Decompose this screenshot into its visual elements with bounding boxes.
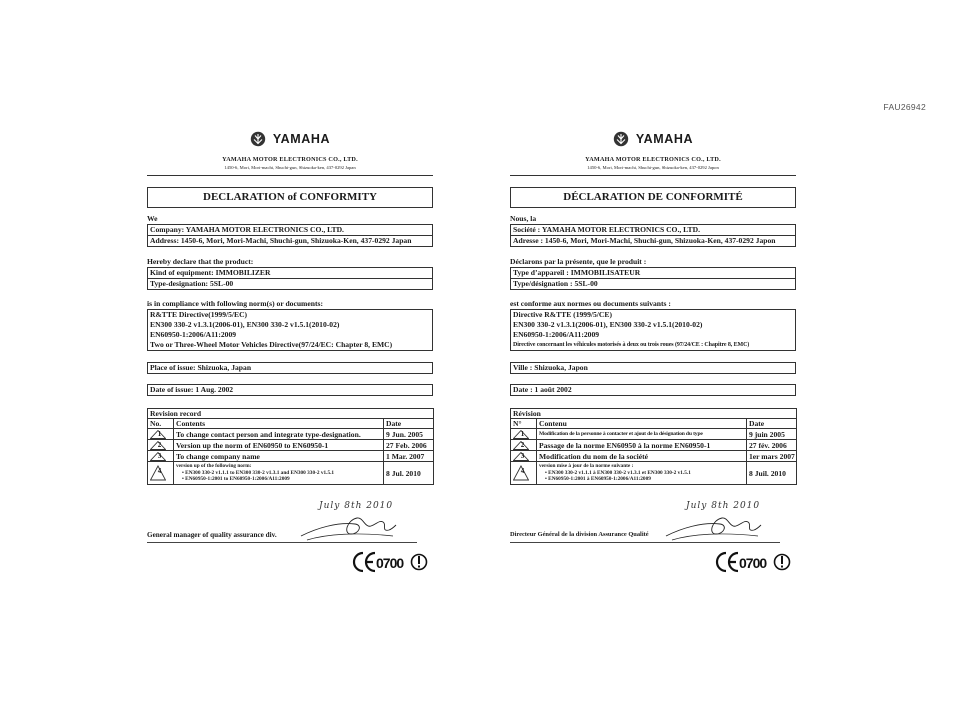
tuning-fork-logo-icon xyxy=(613,131,629,147)
yamaha-logo xyxy=(510,130,796,150)
designation-row: Type-designation: 5SL-00 xyxy=(148,278,432,289)
compliance-label: est conforme aux normes ou documents suivants : xyxy=(510,299,671,308)
revision-number: 2 xyxy=(511,440,537,451)
revision-contents: Modification de la personne à contacter et ajout de la désignation du type xyxy=(537,429,747,440)
company-box xyxy=(147,224,433,247)
revision-contents: To change company name xyxy=(174,451,384,462)
revision-contents xyxy=(537,462,747,485)
table-row xyxy=(148,462,434,485)
revision-line: • EN60950-1:2001 to EN60950-1:2006/A11:2009 xyxy=(182,476,290,483)
revision-title-row xyxy=(511,409,797,419)
letterhead-company: YAMAHA MOTOR ELECTRONICS CO., LTD. xyxy=(585,156,721,163)
revision-line: • EN300 330-2 v1.1.1 à EN300 330-2 v1.3.1 et EN300 330-2 v1.5.1 xyxy=(545,469,691,476)
declare-label: Hereby declare that the product: xyxy=(147,257,254,266)
letterhead-address: 1450-6, Mori, Mori-machi, Shuchi-gun, Shizuoka-ken, 437-0292 Japon xyxy=(587,165,719,170)
letterhead-company: YAMAHA MOTOR ELECTRONICS CO., LTD. xyxy=(222,156,358,163)
signature-line xyxy=(147,542,417,543)
company-row: Société : YAMAHA MOTOR ELECTRONICS CO., LTD. xyxy=(513,225,700,234)
revision-date: 9 juin 2005 xyxy=(747,429,797,440)
table-row xyxy=(511,451,797,462)
ce-0700-mark-icon xyxy=(715,549,791,575)
we-label: Nous, la xyxy=(510,214,537,223)
revision-line: • EN300 330-2 v1.1.1 to EN300 330-2 v1.3.1 and EN300 330-2 v1.5.1 xyxy=(182,469,335,476)
revision-title: Révision xyxy=(511,409,797,419)
revision-number: 1 xyxy=(148,429,174,440)
norms-box xyxy=(147,309,433,351)
svg-text:0700: 0700 xyxy=(739,555,767,571)
signature-icon xyxy=(662,510,762,544)
revision-date: 8 Jul. 2010 xyxy=(384,462,434,485)
table-row xyxy=(148,440,434,451)
col-header-contents: Contenu xyxy=(537,419,747,429)
revision-table xyxy=(147,408,434,485)
place-of-issue: Ville : Shizuoka, Japon xyxy=(510,362,796,374)
letterhead-address: 1450-6, Mori, Mori-machi, Shuchi-gun, Shizuoka-ken, 437-0292 Japan xyxy=(224,165,356,170)
svg-text:0700: 0700 xyxy=(376,555,404,571)
norm-row: EN60950-1:2006/A11:2009 xyxy=(513,330,600,339)
product-box xyxy=(510,267,796,290)
revision-title: Revision record xyxy=(148,409,434,419)
norm-row: Directive R&TTE (1999/5/CE) xyxy=(513,310,612,319)
norm-row: EN60950-1:2006/A11:2009 xyxy=(150,330,237,339)
table-row xyxy=(148,451,434,462)
revision-contents xyxy=(174,462,384,485)
revision-date: 9 Jun. 2005 xyxy=(384,429,434,440)
header-divider xyxy=(147,175,433,176)
address-row: Address: 1450-6, Mori, Mori-Machi, Shuchi-gun, Shizuoka-Ken, 437-0292 Japan xyxy=(148,235,432,246)
compliance-label: is in compliance with following norm(s) or documents: xyxy=(147,299,323,308)
table-row xyxy=(148,429,434,440)
company-box xyxy=(510,224,796,247)
brand-name: YAMAHA xyxy=(635,132,694,147)
revision-date: 1 Mar. 2007 xyxy=(384,451,434,462)
we-label: We xyxy=(147,214,158,223)
revision-title-row xyxy=(148,409,434,419)
revision-header-row xyxy=(511,419,797,429)
table-row xyxy=(511,440,797,451)
page-title: DECLARATION of CONFORMITY xyxy=(147,187,433,208)
norms-box xyxy=(510,309,796,351)
col-header-no: No. xyxy=(148,419,174,429)
revision-date: 8 Juil. 2010 xyxy=(747,462,797,485)
address-row: Adresse : 1450-6, Mori, Mori-Machi, Shuchi-gun, Shizuoka-Ken, 437-0292 Japon xyxy=(511,235,795,246)
revision-line: version mise à jour de la norme suivante : xyxy=(539,463,634,470)
col-header-contents: Contents xyxy=(174,419,384,429)
revision-line: • EN60950-1:2001 à EN60950-1:2006/A11:2009 xyxy=(545,476,651,483)
revision-number: 3 xyxy=(148,451,174,462)
col-header-date: Date xyxy=(747,419,797,429)
signature-line xyxy=(510,542,780,543)
document-code: FAU26942 xyxy=(883,102,926,112)
col-header-date: Date xyxy=(384,419,434,429)
date-of-issue: Date of issue: 1 Aug. 2002 xyxy=(147,384,433,396)
table-row xyxy=(511,462,797,485)
norm-row: EN300 330-2 v1.3.1(2006-01), EN300 330-2 v1.5.1(2010-02) xyxy=(150,320,340,329)
revision-date: 1er mars 2007 xyxy=(747,451,797,462)
company-row: Company: YAMAHA MOTOR ELECTRONICS CO., LTD. xyxy=(150,225,344,234)
col-header-no: N° xyxy=(511,419,537,429)
brand-name: YAMAHA xyxy=(272,132,331,147)
revision-contents: Modification du nom de la société xyxy=(537,451,747,462)
ce-0700-mark-icon xyxy=(352,549,428,575)
norm-row: Directive concernant les véhicules motorisés à deux ou trois roues (97/24/CE : Chapitre 8, EMC) xyxy=(513,342,750,348)
revision-number: 4 xyxy=(148,462,174,485)
revision-contents: Passage de la norme EN60950 à la norme EN60950-1 xyxy=(537,440,747,451)
place-of-issue: Place of issue: Shizuoka, Japan xyxy=(147,362,433,374)
equipment-row: Kind of equipment: IMMOBILIZER xyxy=(150,268,271,277)
product-box xyxy=(147,267,433,290)
designation-row: Type/désignation : 5SL-00 xyxy=(511,278,795,289)
signatory-title: Directeur Général de la division Assurance Qualité xyxy=(510,531,649,538)
revision-table xyxy=(510,408,797,485)
norm-row: EN300 330-2 v1.3.1(2006-01), EN300 330-2 v1.5.1(2010-02) xyxy=(513,320,703,329)
date-of-issue: Date : 1 août 2002 xyxy=(510,384,796,396)
declare-label: Déclarons par la présente, que le produit : xyxy=(510,257,647,266)
signatory-title: General manager of quality assurance div. xyxy=(147,531,277,539)
equipment-row: Type d’appareil : IMMOBILISATEUR xyxy=(513,268,641,277)
revision-date: 27 Feb. 2006 xyxy=(384,440,434,451)
header-divider xyxy=(510,175,796,176)
revision-date: 27 fév. 2006 xyxy=(747,440,797,451)
revision-contents: Version up the norm of EN60950 to EN60950-1 xyxy=(174,440,384,451)
revision-number: 2 xyxy=(148,440,174,451)
revision-number: 4 xyxy=(511,462,537,485)
table-row xyxy=(511,429,797,440)
revision-contents: To change contact person and integrate type-designation. xyxy=(174,429,384,440)
revision-number: 3 xyxy=(511,451,537,462)
revision-number: 1 xyxy=(511,429,537,440)
tuning-fork-logo-icon xyxy=(250,131,266,147)
signature-icon xyxy=(297,510,397,544)
revision-line: version up of the following norm: xyxy=(176,463,252,470)
revision-header-row xyxy=(148,419,434,429)
signed-date: July 8th 2010 xyxy=(686,501,761,511)
yamaha-logo xyxy=(147,130,433,150)
norm-row: R&TTE Directive(1999/5/EC) xyxy=(150,310,248,319)
page-title: DÉCLARATION DE CONFORMITÉ xyxy=(510,187,796,208)
norm-row: Two or Three-Wheel Motor Vehicles Directive(97/24/EC: Chapter 8, EMC) xyxy=(150,340,393,349)
signed-date: July 8th 2010 xyxy=(319,501,394,511)
